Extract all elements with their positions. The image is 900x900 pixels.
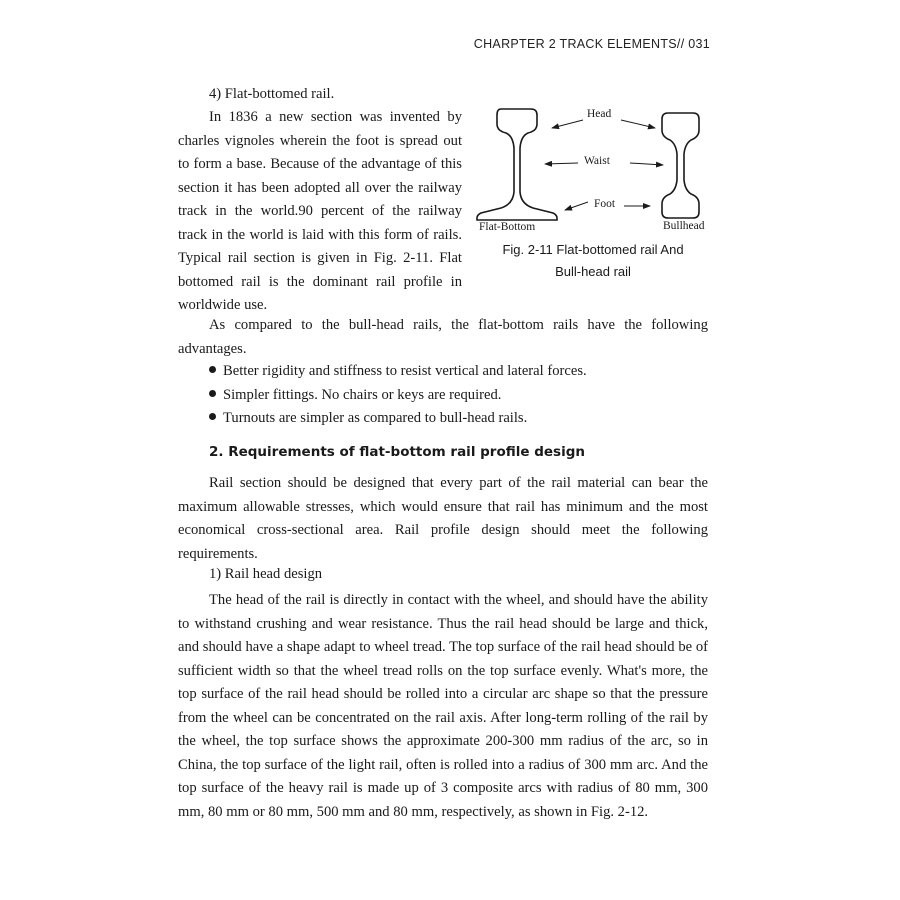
bullhead-label: Bullhead	[663, 220, 705, 232]
section-heading: 2. Requirements of flat-bottom rail profile design	[209, 444, 585, 460]
waist-label: Waist	[584, 155, 610, 167]
requirements-intro-paragraph: Rail section should be designed that every part of the rail material can bear the maximum allowable stresses, which would ensure that rail has minimum and the most economical cross-sectional area. Rail profile design should meet the following requirements.	[178, 475, 708, 562]
head-label: Head	[587, 108, 612, 120]
advantages-list	[209, 360, 587, 431]
comparison-paragraph: As compared to the bull-head rails, the flat-bottom rails have the following advantages.	[178, 317, 708, 357]
subsection-title-flat-bottomed-rail: 4) Flat-bottomed rail.	[209, 86, 335, 102]
advantage-item: Turnouts are simpler as compared to bull-head rails.	[209, 407, 587, 431]
advantage-item: Simpler fittings. No chairs or keys are required.	[209, 384, 587, 408]
flat-bottom-label: Flat-Bottom	[479, 221, 536, 233]
bullhead-rail-shape	[662, 113, 699, 218]
figure-caption-line-1: Fig. 2-11 Flat-bottomed rail And	[502, 242, 684, 257]
flat-bottom-rail-shape	[477, 109, 557, 220]
advantage-item: Better rigidity and stiffness to resist vertical and lateral forces.	[209, 360, 587, 384]
subsection-title-rail-head-design: 1) Rail head design	[209, 566, 323, 582]
figure-caption-line-2: Bull-head rail	[555, 264, 631, 279]
flat-bottomed-rail-paragraph: In 1836 a new section was invented by charles vignoles wherein the foot is spread out to form a base. Because of the advantage of this section it has been adopted all over the railway track in the world.90 percent of the railway track in the world is laid with this form of rails. Typical rail section is given in Fig. 2-11. Flat bottomed rail is the dominant rail profile in worldwide use.	[178, 109, 462, 313]
foot-label: Foot	[594, 198, 616, 210]
rail-head-design-paragraph: The head of the rail is directly in contact with the wheel, and should have the ability to withstand crushing and wear resistance. Thus the rail head should be large and thick, and should have a shape adapt to wheel tread. The top surface of the rail head should be of sufficient width so that the wheel tread rolls on the top surface evenly. What's more, the top surface of the rail head should be rolled into a circular arc shape so that the pressure from the wheel can be concentrated on the rail axis. After long-term rolling of the rail by the wheel, the top surface shows the approximate 200-300 mm radius of the arc, so in China, the top surface of the light rail, often is rolled into a radius of 300 mm arc. And the top surface of the heavy rail is made up of 3 composite arcs with radius of 80 mm, 300 mm, 80 mm or 80 mm, 500 mm and 80 mm, respectively, as shown in Fig. 2-12.	[178, 592, 708, 820]
rail-section-figure	[473, 100, 713, 280]
running-head: CHARPTER 2 TRACK ELEMENTS// 031	[473, 37, 710, 51]
